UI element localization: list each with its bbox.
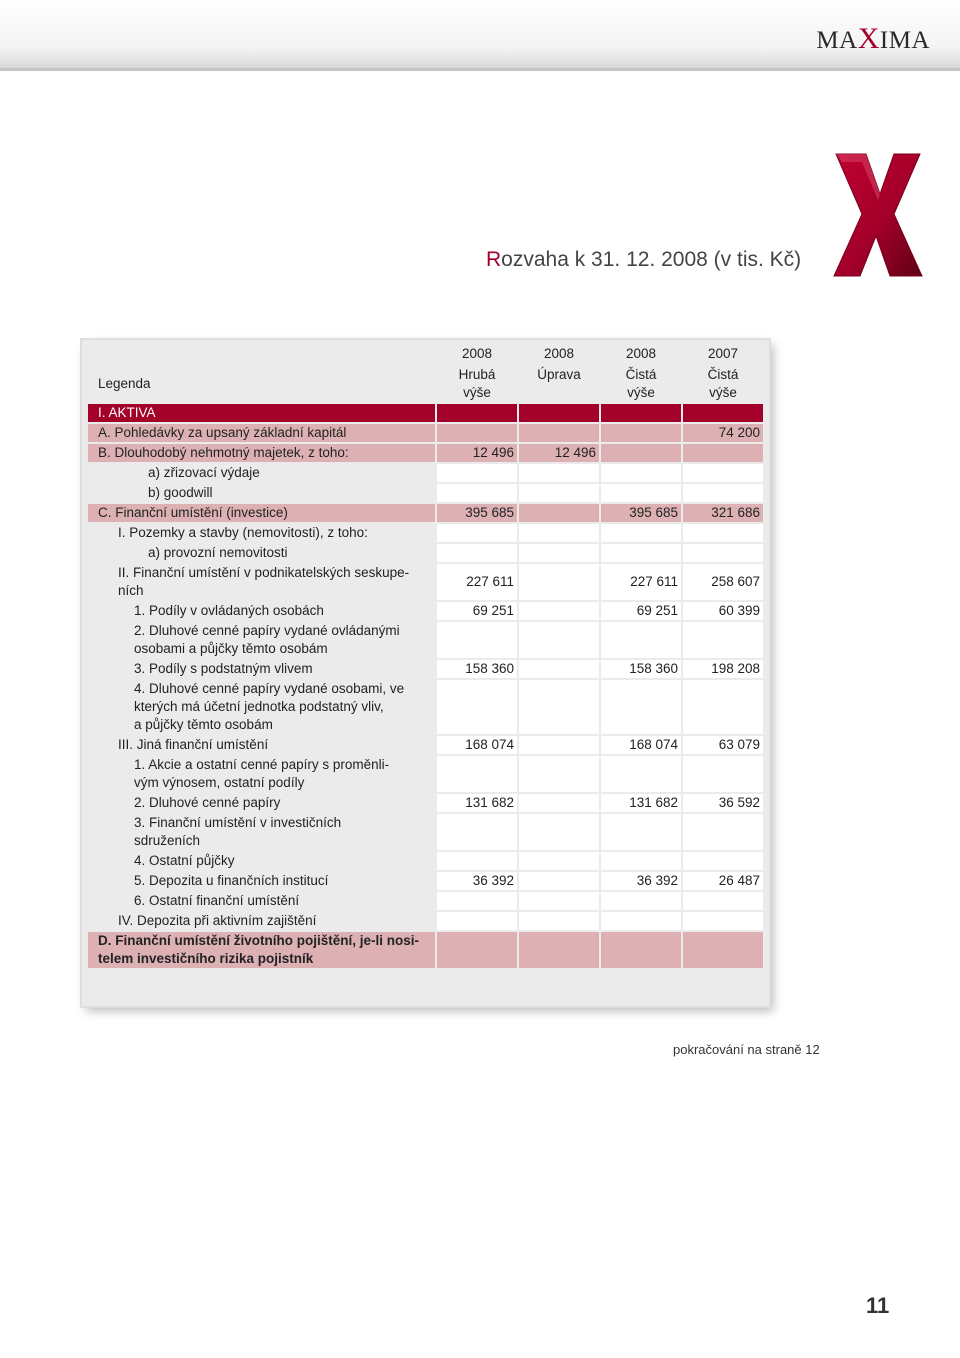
row-label: 1. Akcie a ostatní cenné papíry s proměnli- vým výnosem, ostatní podíly <box>88 756 435 792</box>
row-label: 2. Dluhové cenné papíry vydané ovládanými osobami a půjčky těmto osobám <box>88 622 435 658</box>
row-value <box>681 814 763 850</box>
row-value <box>435 892 517 910</box>
table-row <box>88 680 763 734</box>
row-label: I. AKTIVA <box>88 404 435 422</box>
row-label: 3. Podíly s podstatným vlivem <box>88 660 435 678</box>
table-row <box>88 736 763 754</box>
row-value: 26 487 <box>681 872 763 890</box>
row-value: 227 611 <box>435 564 517 600</box>
row-value: 158 360 <box>435 660 517 678</box>
table-row <box>88 660 763 678</box>
row-value <box>517 736 599 754</box>
table-row <box>88 852 763 870</box>
row-value: 258 607 <box>681 564 763 600</box>
row-value: 36 392 <box>599 872 681 890</box>
row-value <box>517 484 599 502</box>
header-column: Hrubá výše <box>435 366 517 402</box>
row-value <box>517 622 599 658</box>
row-label: C. Finanční umístění (investice) <box>88 504 435 522</box>
row-value <box>517 404 599 422</box>
row-value <box>435 424 517 442</box>
row-value <box>435 544 517 562</box>
row-value <box>435 912 517 930</box>
row-value <box>681 756 763 792</box>
header-years-row <box>88 344 763 364</box>
row-value <box>435 622 517 658</box>
row-value <box>681 404 763 422</box>
brand-text-a: MA <box>816 27 858 54</box>
row-value <box>599 852 681 870</box>
row-value <box>599 544 681 562</box>
table-row <box>88 564 763 600</box>
row-label: 3. Finanční umístění v investičních sdruženích <box>88 814 435 850</box>
row-value: 36 392 <box>435 872 517 890</box>
row-label: II. Finanční umístění v podnikatelských seskupe- ních <box>88 564 435 600</box>
table-row <box>88 912 763 930</box>
balance-sheet-table <box>88 342 763 970</box>
table-row <box>88 524 763 542</box>
row-value: 321 686 <box>681 504 763 522</box>
row-label: a) zřizovací výdaje <box>88 464 435 482</box>
row-value <box>681 932 763 968</box>
row-value <box>599 444 681 462</box>
row-value <box>517 912 599 930</box>
page-number: 11 <box>866 1293 890 1318</box>
row-value <box>599 814 681 850</box>
row-value <box>681 912 763 930</box>
row-value <box>517 464 599 482</box>
table-row <box>88 872 763 890</box>
row-value: 36 592 <box>681 794 763 812</box>
row-value <box>517 756 599 792</box>
row-value <box>599 680 681 734</box>
row-value <box>599 404 681 422</box>
table-row <box>88 484 763 502</box>
row-value <box>517 524 599 542</box>
row-value <box>599 524 681 542</box>
row-value <box>517 564 599 600</box>
row-value: 131 682 <box>599 794 681 812</box>
row-label: 4. Ostatní půjčky <box>88 852 435 870</box>
header-column: Čistá výše <box>681 366 763 402</box>
row-value <box>435 524 517 542</box>
header-year: 2008 <box>435 344 517 364</box>
continued-note: pokračování na straně 12 <box>673 1042 820 1057</box>
row-value <box>681 444 763 462</box>
row-label: B. Dlouhodobý nehmotný majetek, z toho: <box>88 444 435 462</box>
row-value: 395 685 <box>599 504 681 522</box>
brand-logo <box>816 22 930 56</box>
row-value <box>517 892 599 910</box>
row-value: 69 251 <box>599 602 681 620</box>
row-value <box>517 814 599 850</box>
header-year: 2007 <box>681 344 763 364</box>
row-value: 63 079 <box>681 736 763 754</box>
table-row <box>88 892 763 910</box>
row-value <box>681 544 763 562</box>
row-value: 12 496 <box>435 444 517 462</box>
header-column: Úprava <box>517 366 599 402</box>
row-label: 5. Depozita u finančních institucí <box>88 872 435 890</box>
header-columns-row <box>88 366 763 402</box>
row-value: 69 251 <box>435 602 517 620</box>
page-title <box>486 248 801 272</box>
row-value <box>681 484 763 502</box>
row-value <box>599 912 681 930</box>
row-value <box>599 756 681 792</box>
table-row <box>88 504 763 522</box>
row-value: 60 399 <box>681 602 763 620</box>
brand-text-b: IMA <box>879 27 930 54</box>
row-value <box>435 852 517 870</box>
table-row <box>88 622 763 658</box>
row-label: IV. Depozita při aktivním zajištění <box>88 912 435 930</box>
row-value: 131 682 <box>435 794 517 812</box>
row-value <box>599 424 681 442</box>
row-value <box>681 680 763 734</box>
legend-label: Legenda <box>98 376 151 391</box>
row-value <box>681 622 763 658</box>
decorative-x-logo <box>832 150 924 280</box>
row-value: 227 611 <box>599 564 681 600</box>
row-value: 395 685 <box>435 504 517 522</box>
row-value <box>681 892 763 910</box>
row-value <box>435 404 517 422</box>
table-row <box>88 794 763 812</box>
row-value <box>517 872 599 890</box>
row-value <box>435 932 517 968</box>
row-value: 168 074 <box>435 736 517 754</box>
header-bar <box>0 0 960 71</box>
title-rest: ozvaha k 31. 12. 2008 (v tis. Kč) <box>501 248 802 271</box>
brand-text-x: X <box>857 22 880 55</box>
row-value <box>435 484 517 502</box>
row-value <box>599 892 681 910</box>
row-label: III. Jiná finanční umístění <box>88 736 435 754</box>
table-row <box>88 602 763 620</box>
row-label: 2. Dluhové cenné papíry <box>88 794 435 812</box>
row-value: 168 074 <box>599 736 681 754</box>
row-label: 1. Podíly v ovládaných osobách <box>88 602 435 620</box>
row-label: b) goodwill <box>88 484 435 502</box>
row-value <box>681 852 763 870</box>
row-value <box>435 756 517 792</box>
table-row <box>88 544 763 562</box>
balance-sheet-panel <box>82 340 769 1006</box>
header-year: 2008 <box>517 344 599 364</box>
row-value <box>599 932 681 968</box>
row-value <box>599 484 681 502</box>
row-value <box>681 464 763 482</box>
row-value <box>517 504 599 522</box>
row-label: A. Pohledávky za upsaný základní kapitál <box>88 424 435 442</box>
row-value: 198 208 <box>681 660 763 678</box>
row-value: 12 496 <box>517 444 599 462</box>
row-value <box>435 814 517 850</box>
row-value <box>517 852 599 870</box>
row-label: I. Pozemky a stavby (nemovitosti), z toho: <box>88 524 435 542</box>
row-value: 74 200 <box>681 424 763 442</box>
row-value <box>517 602 599 620</box>
header-year: 2008 <box>599 344 681 364</box>
table-row <box>88 424 763 442</box>
table-row <box>88 932 763 968</box>
row-label: 6. Ostatní finanční umístění <box>88 892 435 910</box>
title-first-letter: R <box>486 248 502 271</box>
header-column: Čistá výše <box>599 366 681 402</box>
row-value <box>599 464 681 482</box>
row-label: D. Finanční umístění životního pojištění, je-li nosi- telem investičního rizika pojistník <box>88 932 435 968</box>
row-value <box>517 660 599 678</box>
table-row <box>88 814 763 850</box>
row-value <box>517 680 599 734</box>
row-label: 4. Dluhové cenné papíry vydané osobami, ve kterých má účetní jednotka podstatný vliv, a půjčky těmto osobám <box>88 680 435 734</box>
row-value <box>517 794 599 812</box>
row-label: a) provozní nemovitosti <box>88 544 435 562</box>
table-row <box>88 444 763 462</box>
table-row <box>88 756 763 792</box>
row-value <box>517 424 599 442</box>
table-row <box>88 404 763 422</box>
row-value: 158 360 <box>599 660 681 678</box>
row-value <box>517 932 599 968</box>
row-value <box>517 544 599 562</box>
row-value <box>681 524 763 542</box>
row-value <box>599 622 681 658</box>
row-value <box>435 464 517 482</box>
table-row <box>88 464 763 482</box>
row-value <box>435 680 517 734</box>
